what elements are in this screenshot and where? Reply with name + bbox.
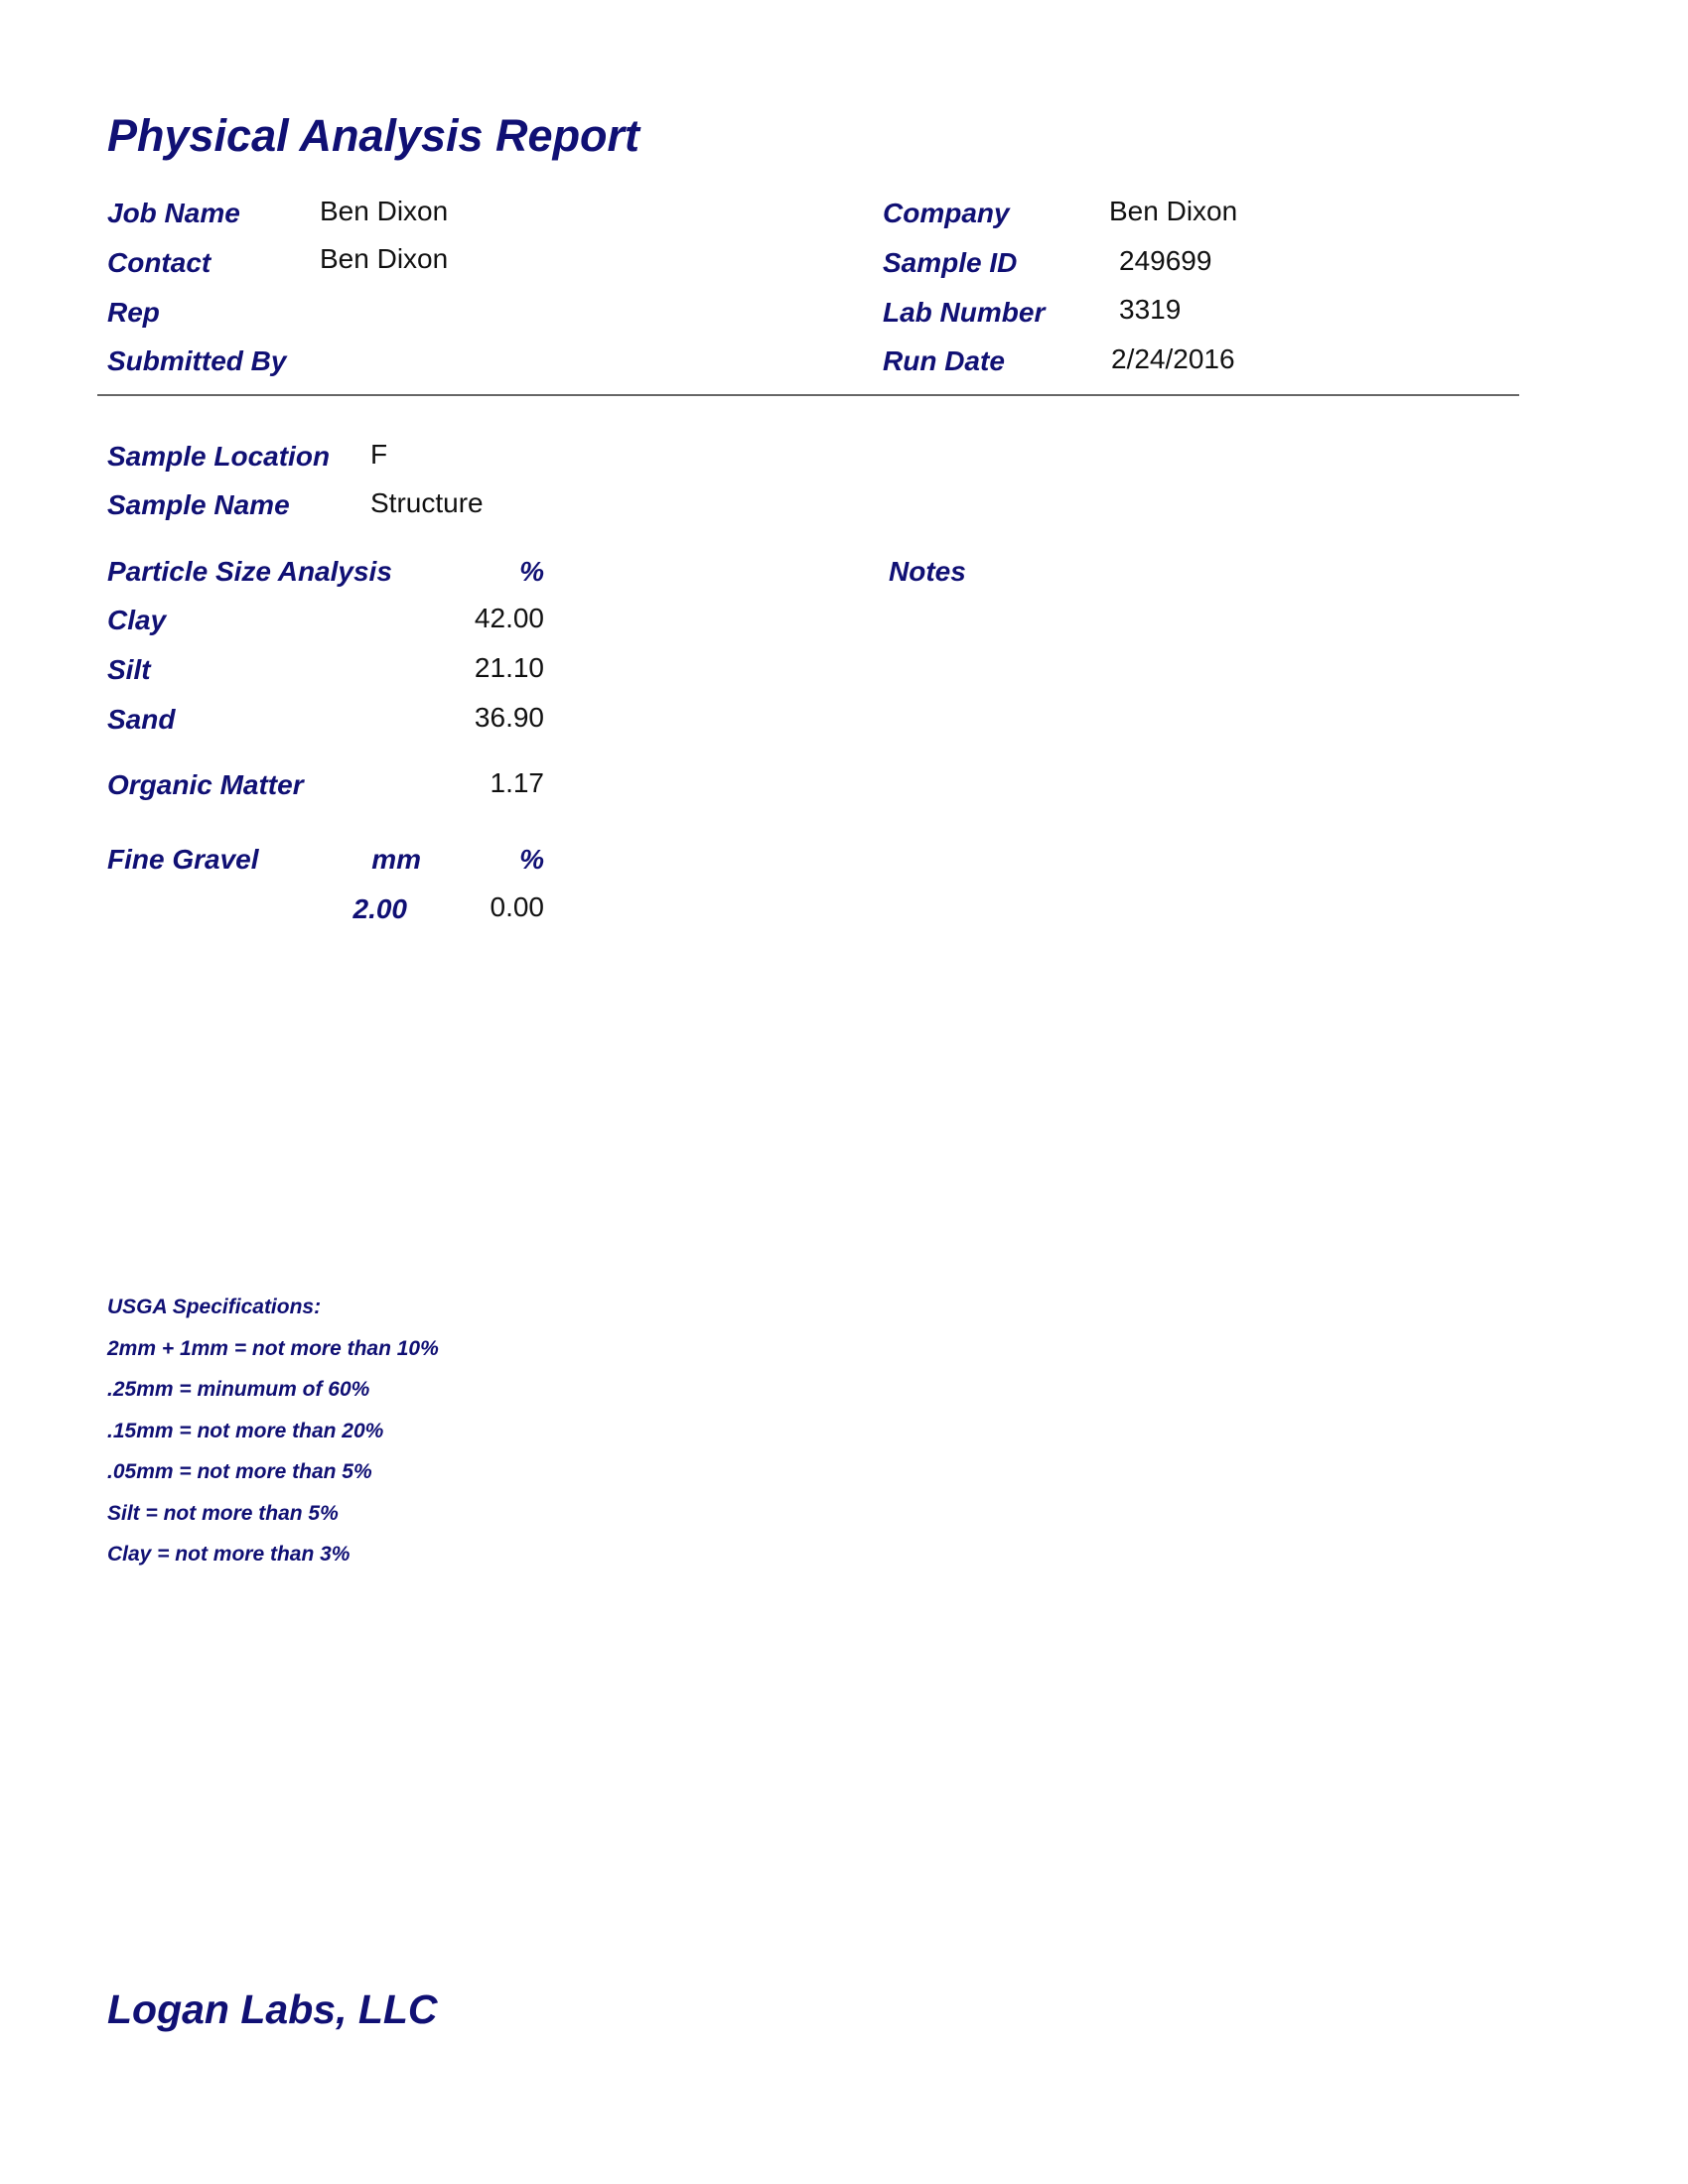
usga-specs-heading: USGA Specifications: xyxy=(107,1296,322,1318)
sample-location-label: Sample Location xyxy=(107,441,331,472)
contact-value: Ben Dixon xyxy=(320,243,449,274)
particle-size-pct-header: % xyxy=(519,556,544,587)
usga-spec-line: Clay = not more than 3% xyxy=(107,1543,351,1566)
lab-number-label: Lab Number xyxy=(883,297,1046,328)
organic-matter-label: Organic Matter xyxy=(107,769,304,800)
contact-label: Contact xyxy=(107,247,211,278)
fine-gravel-pct-value: 0.00 xyxy=(490,891,544,922)
notes-label: Notes xyxy=(889,556,966,587)
fine-gravel-label: Fine Gravel xyxy=(107,844,259,875)
sample-id-value: 249699 xyxy=(1119,245,1212,276)
organic-matter-value: 1.17 xyxy=(490,767,544,798)
job-name-label: Job Name xyxy=(107,198,240,228)
run-date-value: 2/24/2016 xyxy=(1111,343,1235,374)
run-date-label: Run Date xyxy=(883,345,1005,376)
fine-gravel-mm-value: 2.00 xyxy=(352,893,407,924)
silt-label: Silt xyxy=(107,654,151,685)
report-title: Physical Analysis Report xyxy=(107,110,640,161)
sand-label: Sand xyxy=(107,704,176,735)
sample-id-label: Sample ID xyxy=(883,247,1018,278)
clay-value: 42.00 xyxy=(474,603,544,633)
usga-spec-line: Silt = not more than 5% xyxy=(107,1502,339,1525)
submitted-by-label: Submitted By xyxy=(107,345,287,376)
company-label: Company xyxy=(883,198,1010,228)
company-value: Ben Dixon xyxy=(1109,196,1238,226)
job-name-value: Ben Dixon xyxy=(320,196,449,226)
sample-location-value: F xyxy=(370,439,388,470)
fine-gravel-pct-header: % xyxy=(519,844,544,875)
usga-spec-line: .15mm = not more than 20% xyxy=(107,1420,384,1442)
sample-name-value: Structure xyxy=(370,487,484,518)
silt-value: 21.10 xyxy=(474,652,544,683)
rep-label: Rep xyxy=(107,297,160,328)
sand-value: 36.90 xyxy=(474,702,544,733)
usga-spec-line: .05mm = not more than 5% xyxy=(107,1460,372,1483)
particle-size-heading: Particle Size Analysis xyxy=(107,556,392,587)
clay-label: Clay xyxy=(107,605,167,635)
footer-company-name: Logan Labs, LLC xyxy=(107,1986,438,2032)
usga-spec-line: 2mm + 1mm = not more than 10% xyxy=(107,1337,439,1360)
fine-gravel-mm-header: mm xyxy=(371,844,421,875)
usga-spec-line: .25mm = minumum of 60% xyxy=(107,1378,370,1401)
header-divider xyxy=(97,394,1519,396)
sample-name-label: Sample Name xyxy=(107,489,290,520)
lab-number-value: 3319 xyxy=(1119,294,1182,325)
